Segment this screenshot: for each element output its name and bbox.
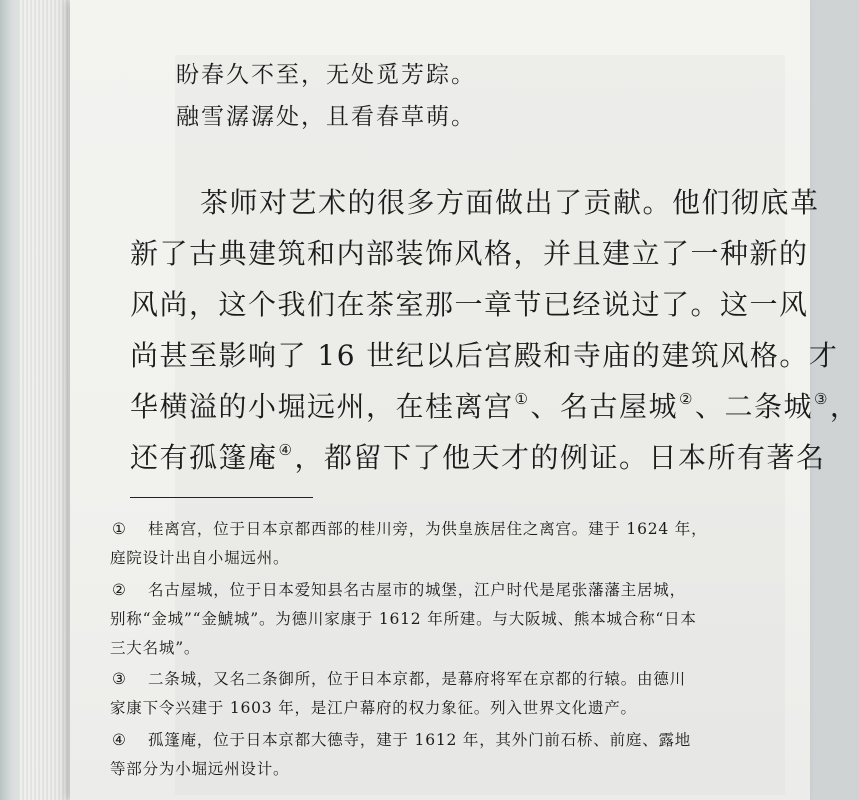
body-line-3: 风尚，这个我们在茶室那一章节已经说过了。这一风 [130, 288, 809, 321]
poem-line-1: 盼春久不至，无处觅芳踪。 [176, 62, 476, 88]
body-line-5 [130, 385, 859, 425]
body-line-5-text-d: ， [829, 390, 859, 423]
footnote-ref-4[interactable]: ④ [278, 441, 294, 459]
body-line-6 [130, 436, 825, 476]
page-stack-edge [20, 0, 70, 800]
body-line-6-text-a: 还有孤篷庵 [130, 441, 278, 474]
body-line-4: 尚甚至影响了 16 世纪以后宫殿和寺庙的建筑风格。才 [130, 339, 839, 372]
footnote-2-line-3: 三大名城”。 [110, 639, 201, 657]
footnote-4-line-2: 等部分为小堀远州设计。 [110, 760, 290, 778]
footnote-3-marker: ③ [112, 670, 127, 688]
body-line-1: 茶师对艺术的很多方面做出了贡献。他们彻底革 [200, 186, 820, 219]
footnote-4-line-1 [112, 728, 691, 750]
footnote-3-line-1 [112, 667, 686, 689]
footnote-3-line-2: 家康下令兴建于 1603 年，是江户幕府的权力象征。列入世界文化遗产。 [110, 699, 637, 717]
footnote-ref-2[interactable]: ② [678, 390, 694, 408]
footnote-1-text-1: 桂离宫，位于日本京都西部的桂川旁，为供皇族居住之离宫。建于 1624 年， [148, 520, 708, 538]
footnote-1-marker: ① [112, 520, 127, 538]
footnote-divider [130, 497, 313, 498]
footnote-1-line-2: 庭院设计出自小堀远州。 [110, 549, 290, 567]
body-line-5-text-c: 、二条城 [694, 390, 813, 423]
footnote-ref-1[interactable]: ① [514, 390, 530, 408]
footnote-3-text-1: 二条城，又名二条御所，位于日本京都，是幕府将军在京都的行辕。由德川 [148, 670, 686, 688]
footnote-ref-3[interactable]: ③ [813, 390, 829, 408]
body-line-2: 新了古典建筑和内部装饰风格，并且建立了一种新的 [130, 237, 809, 270]
poem-line-2: 融雪潺潺处，且看春草萌。 [176, 104, 476, 130]
body-line-5-text-a: 华横溢的小堀远州，在桂离宫 [130, 390, 514, 423]
footnote-2-line-2: 别称“金城”“金鯱城”。为德川家康于 1612 年所建。与大阪城、熊本城合称“日本 [110, 610, 697, 628]
footnote-2-text-1: 名古屋城，位于日本爱知县名古屋市的城堡，江户时代是尾张藩藩主居城， [148, 581, 686, 599]
body-line-6-text-b: ，都留下了他天才的例证。日本所有著名 [294, 441, 826, 474]
footnote-2-marker: ② [112, 581, 127, 599]
footnote-2-line-1 [112, 578, 686, 600]
body-line-5-text-b: 、名古屋城 [530, 390, 678, 423]
footnote-1-line-1 [112, 517, 707, 539]
footnote-4-marker: ④ [112, 731, 127, 749]
footnote-4-text-1: 孤篷庵，位于日本京都大德寺，建于 1612 年，其外门前石桥、前庭、露地 [148, 731, 692, 749]
